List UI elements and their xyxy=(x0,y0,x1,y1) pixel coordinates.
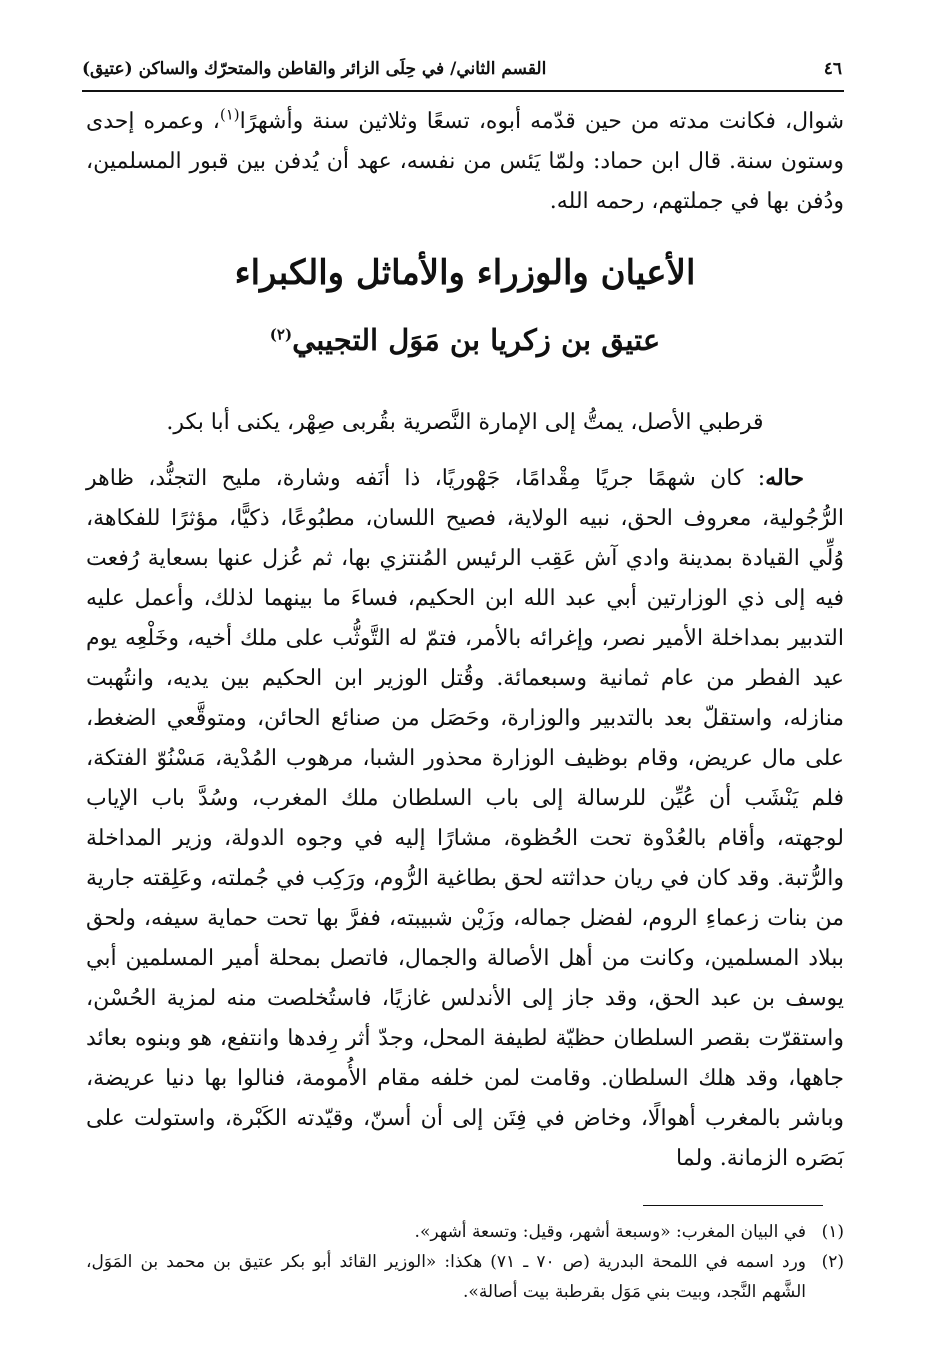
page-number: ٤٦ xyxy=(823,59,842,79)
main-text: : كان شهمًا جريًا مِقْدامًا، جَهْوريًا، ذا أنَفه وشارة، مليح التجنُّد، ظاهر الرُّجُولية، معروف الحق، نبيه الولاية، فصيح اللسان، مطبُوعًا، ذكيًّا، مؤثرًا للفكاهة، وُلِّي القيادة بمدينة وادي آش عَقِب الرئيس المُنتزي بها، ثم عُزل عنها بسعاية رُفعت فيه إلى ذي الوزارتين أبي عبد الله ابن الحكيم، فساءَ ما بينهما لذلك، وأعمل عليه التدبير بمداخلة الأمير نصر، وإغرائه بالأمر، فتمّ له التَّوثُّب على ملك أخيه، وخَلْعِه يوم عيد الفطر من عام ثمانية وسبعمائة. وقُتل الوزير ابن الحكيم بين يديه، وانتُهبت منازله، واستقلّ بعد بالتدبير والوزارة، وحَصَل من صنائع الحائن، ومتوقَّعي الضغط، على مال عريض، وقام بوظيف الوزارة محذور الشبا، مرهوب المُدْية، مَسْنُوّ الفتكة، فلم يَنْشَب أن عُيِّن للرسالة إلى باب السلطان ملك المغرب، وسُدَّ باب الإياب لوجهته، وأقام بالعُدْوة تحت الحُظوة، مشارًا إليه في وجوه الدولة، وزير المداخلة والرُّتبة. وقد كان في ريان حداثته لحق بطاغية الرُّوم، ورَكِب في جُملته، وعَلِقته جارية من بنات زعماءِ الروم، لفضل جماله، وزَيْن شبيبته، ففرَّ بها تحت حماية سيفه، ولحق ببلاد المسلمين، وكانت من أهل الأصالة والجمال، فاتصل بمحلة أمير المسلمين أبي يوسف بن عبد الحق، وقد جاز إلى الأندلس غازيًا، فاستُخلصت منه لمزية الحُسْن، واستقرّت بقصر السلطان حظيّة لطيفة المحل، وجدّ أثر رِفدها وانتفع، هو وبنوه بعائد جاهها، وقد هلك السلطان. وقامت لمن خلفه مقام الأُمومة، فنالوا بها دنيا عريضة، وباشر بالمغرب أهوالًا، وخاض في فِتَن إلى أن أسنّ، وقيّدته الكَبْرة، واستولت على بَصَره الزمانة. ولما xyxy=(86,466,844,1171)
footnote-text: ورد اسمه في اللمحة البدرية (ص ٧٠ ـ ٧١) هكذا: «الوزير القائد أبو بكر عتيق بن محمد بن المَوَل، الشَّهم النَّجد، وبيت بني مَوَل بقرطبة بيت أصالة». xyxy=(86,1252,806,1302)
running-header xyxy=(82,52,842,86)
footnote-number: (٢) xyxy=(821,1252,844,1272)
main-paragraph xyxy=(86,458,844,1179)
footnote xyxy=(86,1247,844,1307)
footnote-ref-2: (٢) xyxy=(269,325,293,344)
running-title: القسم الثاني/ في حِلَى الزائر والقاطن والمتحرّك والساكن (عتيق) xyxy=(82,59,547,79)
footnote-divider xyxy=(643,1205,823,1206)
intro-text-b: ، وعمره إحدى وستون سنة. قال ابن حماد: ولمّا يَئس من نفسه، عهد أن يُدفن بين قبور المسلمين، ودُفن بها في جملتهم، رحمه الله. xyxy=(86,109,844,214)
footnote-ref-1: (١) xyxy=(219,105,240,124)
intro-text-a: شوال، فكانت مدته من حين قدّمه أبوه، تسعًا وثلاثين سنة وأشهرًا xyxy=(239,109,845,134)
header-divider xyxy=(82,90,844,92)
origin-line: قرطبي الأصل، يمتُّ إلى الإمارة النَّصرية بقُربى صِهْر، يكنى أبا بكر. xyxy=(166,410,764,435)
section-title: الأعيان والوزراء والأماثل والكبراء xyxy=(234,253,696,293)
person-name: عتيق بن زكريا بن مَوَل التجيبي xyxy=(292,323,661,357)
footnote xyxy=(86,1217,844,1247)
person-heading xyxy=(86,318,844,362)
footnote-text: في البيان المغرب: «وسبعة أشهر، وقيل: وتسعة أشهر». xyxy=(414,1222,806,1242)
footnote-number: (١) xyxy=(821,1222,844,1242)
intro-paragraph xyxy=(86,102,844,222)
footnotes xyxy=(86,1217,844,1307)
lead-word: حاله xyxy=(765,465,804,491)
